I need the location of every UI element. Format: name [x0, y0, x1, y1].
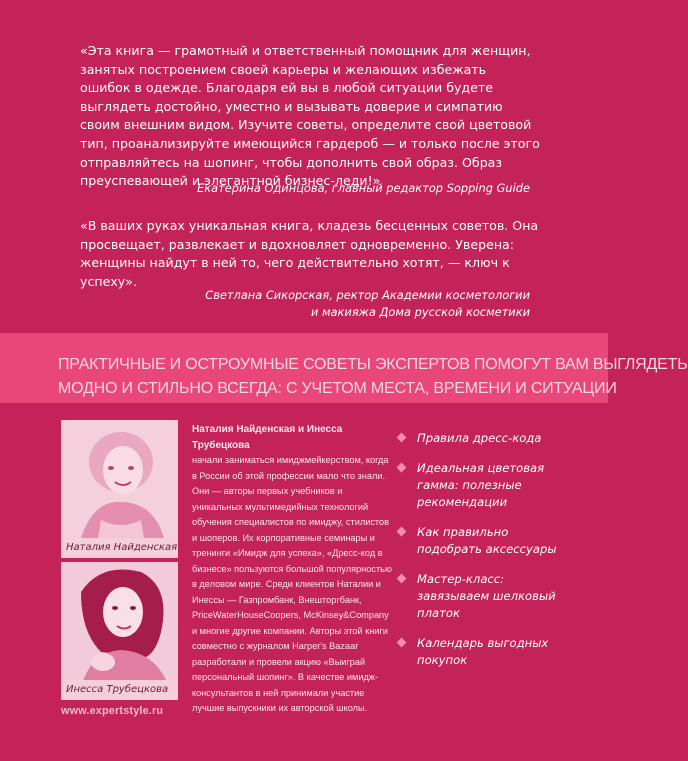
signature-line-2: и макияжа Дома русской косметики: [310, 305, 530, 319]
tagline-line-2: МОДНО И СТИЛЬНО ВСЕГДА: С УЧЕТОМ МЕСТА, ВРЕМЕНИ И СИТУАЦИИ: [58, 380, 617, 397]
feature-label: Календарь выгодных покупок: [417, 636, 549, 667]
bio-text: начали заниматься имиджмейкерством, когда в России об этой профессии мало что знали. Они — авторы первых учебников и уникальных мультимедийных технологий обучения специалистов по имиджу, стилистов и шоперов. Их корпоративные семинары и тренинги «Имидж для успеха», «Дресс-код в бизнесе» пользуются большой популярностью в деловом мире. Среди клиентов Наталии и Инессы — Газпромбанк, Внешторгбанк, PriceWaterHouseCoopers, McKinsey&Company и многие другие компании. Авторы этой книги совместно с журналом Harper's Bazaar разработали и провели акцию «Выиграй персональный шопинг». В качестве имидж-консультантов в ней принимали участие лучшие выпускники их авторской школы.: [192, 455, 392, 713]
portrait-illustration: [61, 420, 178, 545]
bio-authors: Наталия Найденская и Инесса Трубецкова: [192, 424, 343, 451]
feature-item: [395, 524, 570, 558]
diamond-bullet-icon: [397, 433, 407, 443]
feature-label: Правила дресс-кода: [417, 431, 542, 445]
feature-label: Идеальная цветовая гамма: полезные рекомендации: [417, 461, 545, 509]
portrait-illustration: [61, 562, 178, 687]
author-photo-trubetskova: [61, 562, 178, 687]
diamond-bullet-icon: [397, 574, 407, 584]
feature-label: Как правильно подобрать аксессуары: [417, 525, 557, 556]
feature-item: [395, 635, 570, 669]
diamond-bullet-icon: [397, 527, 407, 537]
feature-item: [395, 571, 570, 622]
feature-label: Мастер-класс: завязываем шелковый платок: [417, 572, 556, 620]
authors-bio: [192, 422, 392, 717]
author-photo-naydenskaya: [61, 420, 178, 545]
tagline-text: [58, 353, 688, 401]
features-list: [395, 430, 570, 682]
feature-item: [395, 460, 570, 511]
feature-item: [395, 430, 570, 447]
quote-sikorskaya-signature: [110, 287, 530, 321]
signature-line-1: Светлана Сикорская, ректор Академии косметологии: [205, 288, 530, 302]
diamond-bullet-icon: [397, 638, 407, 648]
author-caption-trubetskova: Инесса Трубецкова: [61, 680, 178, 700]
author-caption-naydenskaya: Наталия Найденская: [61, 538, 178, 558]
quote-odintsova: «Эта книга — грамотный и ответственный помощник для женщин, занятых построением своей карьеры и желающих избежать ошибок в одежде. Благодаря ей вы в любой ситуации будете выглядеть достойно, уместно и вызывать доверие и симпатию своим внешним видом. Изучите советы, определите свой цветовой тип, проанализируйте имеющийся гардероб — и только после этого отправляйтесь на шопинг, чтобы дополнить свой образ. Образ преуспевающей и элегантной бизнес-леди!»: [80, 43, 540, 189]
website-link[interactable]: www.expertstyle.ru: [61, 705, 164, 717]
tagline-line-1: ПРАКТИЧНЫЕ И ОСТРОУМНЫЕ СОВЕТЫ ЭКСПЕРТОВ ПОМОГУТ ВАМ ВЫГЛЯДЕТЬ: [58, 356, 688, 373]
quote-odintsova-signature: Екатерина Одинцова, главный редактор Sopping Guide: [197, 181, 530, 195]
diamond-bullet-icon: [397, 463, 407, 473]
quote-sikorskaya: «В ваших руках уникальная книга, кладезь бесценных советов. Она просвещает, развлекает и вдохновляет одновременно. Уверена: женщины найдут в ней то, чего действительно хотят, — ключ к успеху».: [80, 218, 539, 289]
